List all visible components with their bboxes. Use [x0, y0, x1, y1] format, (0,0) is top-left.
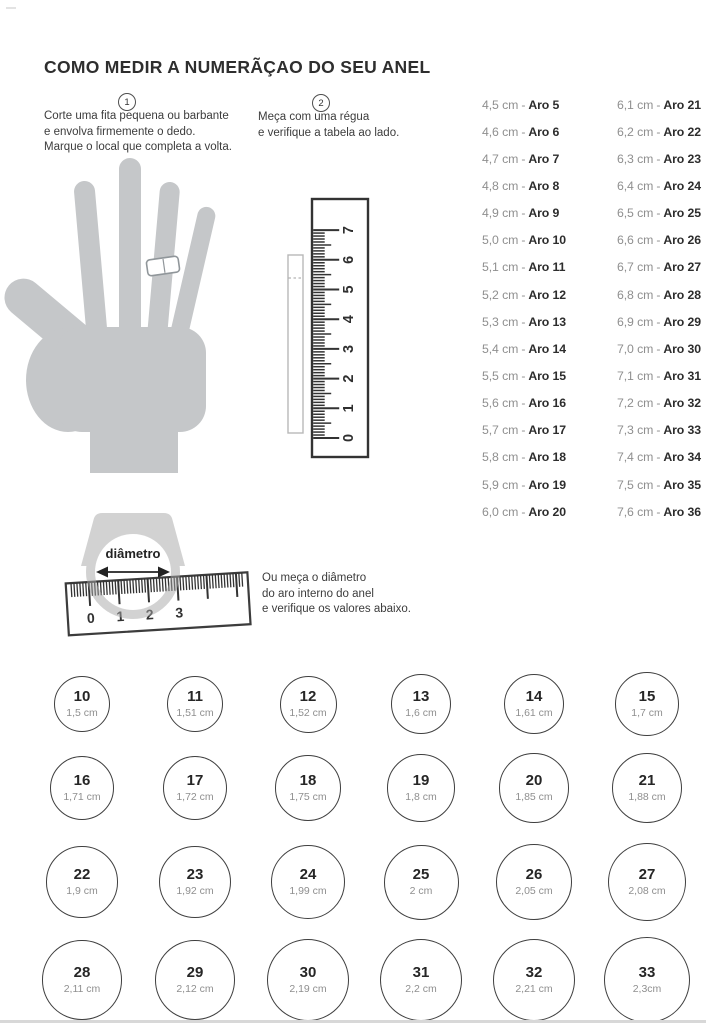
size-cm-value: 4,6 cm	[482, 124, 519, 139]
aro-size-value: Aro 20	[528, 504, 566, 519]
ring-size-number: 23	[186, 866, 204, 883]
aro-size-value: Aro 9	[528, 206, 560, 221]
size-cm-value: 5,7 cm	[482, 423, 519, 438]
ring-diameter-label: 1,7 cm	[631, 707, 663, 719]
size-table-right-column	[617, 91, 701, 525]
aro-size-value: Aro 23	[663, 151, 701, 166]
size-table-row	[482, 417, 566, 444]
size-cm-value: 4,7 cm	[482, 151, 519, 166]
aro-size-value: Aro 19	[528, 477, 566, 492]
aro-size-value: Aro 16	[528, 396, 566, 411]
aro-size-value: Aro 10	[528, 233, 566, 248]
svg-text:3: 3	[341, 344, 357, 353]
ring-size-circle	[155, 940, 235, 1020]
hand-illustration	[0, 155, 220, 473]
aro-size-value: Aro 34	[663, 450, 701, 465]
separator: -	[521, 260, 526, 275]
ring-size-number: 32	[525, 964, 543, 981]
size-cm-value: 6,0 cm	[482, 504, 519, 519]
aro-size-value: Aro 31	[663, 368, 701, 383]
separator: -	[656, 124, 661, 139]
separator: -	[656, 341, 661, 356]
size-cm-value: 6,4 cm	[617, 178, 654, 193]
aro-size-value: Aro 17	[528, 423, 566, 438]
text-line: e verifique a tabela ao lado.	[258, 126, 400, 139]
size-cm-value: 7,6 cm	[617, 504, 654, 519]
aro-size-value: Aro 21	[663, 97, 701, 112]
aro-size-value: Aro 26	[663, 233, 701, 248]
size-cm-value: 6,6 cm	[617, 233, 654, 248]
separator: -	[521, 97, 526, 112]
ring-diameter-label: 1,85 cm	[515, 791, 553, 803]
ring-size-circle	[267, 939, 349, 1021]
ring-size-number: 21	[638, 772, 656, 789]
ring-size-number: 14	[525, 688, 543, 705]
ring-size-circle	[159, 846, 231, 918]
step-1-instructions	[44, 109, 232, 156]
size-table-row	[617, 227, 701, 254]
ring-diameter-label: 1,6 cm	[405, 707, 437, 719]
separator: -	[521, 477, 526, 492]
ring-size-circle	[608, 843, 686, 921]
aro-size-value: Aro 33	[663, 423, 701, 438]
separator: -	[656, 396, 661, 411]
size-cm-value: 6,9 cm	[617, 314, 654, 329]
ring-size-number: 18	[299, 772, 317, 789]
ring-diameter-label: 1,52 cm	[289, 707, 327, 719]
ring-size-number: 17	[186, 772, 204, 789]
size-cm-value: 6,7 cm	[617, 260, 654, 275]
text-line: do aro interno do anel	[262, 587, 374, 600]
ring-size-circle	[46, 846, 117, 917]
size-cm-value: 6,8 cm	[617, 287, 654, 302]
ring-size-number: 13	[412, 688, 430, 705]
size-cm-value: 5,2 cm	[482, 287, 519, 302]
separator: -	[656, 233, 661, 248]
aro-size-value: Aro 6	[528, 124, 560, 139]
size-table-row	[482, 145, 566, 172]
ring-diameter-label: 1,9 cm	[66, 885, 98, 897]
separator: -	[521, 314, 526, 329]
text-line: e verifique os valores abaixo.	[262, 603, 411, 615]
aro-size-value: Aro 18	[528, 450, 566, 465]
ring-diameter-label: 2,08 cm	[628, 885, 666, 897]
ring-diameter-label: 2 cm	[409, 885, 433, 897]
ring-diameter-label: 1,99 cm	[289, 885, 327, 897]
separator: -	[656, 423, 661, 438]
size-table-row	[617, 390, 701, 417]
ring-diameter-label: 1,5 cm	[66, 707, 98, 719]
hand-silhouette	[0, 158, 217, 473]
vertical-ruler-illustration	[280, 192, 395, 464]
ring-size-number: 33	[638, 964, 656, 981]
size-table-row	[482, 91, 566, 118]
ring-size-number: 27	[638, 866, 656, 883]
size-cm-value: 7,1 cm	[617, 368, 654, 383]
size-cm-value: 5,1 cm	[482, 260, 519, 275]
aro-size-value: Aro 30	[663, 341, 701, 356]
separator: -	[656, 151, 661, 166]
separator: -	[656, 206, 661, 221]
size-table-row	[482, 281, 566, 308]
aro-size-value: Aro 24	[663, 178, 701, 193]
size-cm-value: 6,5 cm	[617, 206, 654, 221]
separator: -	[656, 178, 661, 193]
size-cm-value: 7,4 cm	[617, 450, 654, 465]
ring-size-circle	[615, 672, 679, 736]
svg-text:4: 4	[341, 315, 357, 324]
ring-size-circle	[384, 845, 459, 920]
text-line: Corte uma fita pequena ou barbante	[44, 110, 229, 122]
size-cm-value: 4,8 cm	[482, 178, 519, 193]
separator: -	[656, 477, 661, 492]
separator: -	[656, 450, 661, 465]
ring-size-circle	[604, 937, 690, 1023]
separator: -	[521, 423, 526, 438]
size-cm-value: 4,9 cm	[482, 206, 519, 221]
ring-diameter-label: 1,71 cm	[63, 791, 101, 803]
ring-size-circle	[499, 753, 568, 822]
ring-diameter-label: 2,2 cm	[405, 983, 437, 995]
ring-diameter-label: 1,75 cm	[289, 791, 327, 803]
corner-dash-mark	[6, 7, 16, 9]
size-cm-value: 7,5 cm	[617, 477, 654, 492]
diameter-note	[262, 571, 411, 618]
ring-size-circle	[275, 755, 341, 821]
size-cm-value: 5,0 cm	[482, 233, 519, 248]
size-table-row	[482, 254, 566, 281]
size-cm-value: 6,1 cm	[617, 97, 654, 112]
size-table-row	[482, 172, 566, 199]
ring-size-circle	[42, 940, 121, 1019]
separator: -	[521, 396, 526, 411]
ring-size-number: 30	[299, 964, 317, 981]
size-cm-value: 5,3 cm	[482, 314, 519, 329]
separator: -	[521, 341, 526, 356]
size-table-row	[617, 281, 701, 308]
size-table-row	[617, 308, 701, 335]
size-cm-value: 4,5 cm	[482, 97, 519, 112]
bottom-divider	[0, 1020, 706, 1023]
separator: -	[656, 504, 661, 519]
size-cm-value: 5,6 cm	[482, 396, 519, 411]
aro-size-value: Aro 15	[528, 368, 566, 383]
aro-size-value: Aro 8	[528, 178, 560, 193]
size-cm-value: 6,2 cm	[617, 124, 654, 139]
ring-size-circle	[280, 676, 337, 733]
ring-size-circle	[612, 753, 683, 824]
ring-diameter-label: 2,3cm	[632, 983, 662, 995]
size-table-left-column	[482, 91, 566, 525]
separator: -	[521, 178, 526, 193]
ring-size-number: 31	[412, 964, 430, 981]
svg-text:0: 0	[86, 609, 96, 627]
aro-size-value: Aro 27	[663, 260, 701, 275]
ring-size-number: 12	[299, 688, 317, 705]
svg-text:7: 7	[341, 226, 357, 235]
ring-diameter-label: 2,21 cm	[515, 983, 553, 995]
aro-size-value: Aro 32	[663, 396, 701, 411]
size-table-row	[482, 227, 566, 254]
size-table-row	[617, 145, 701, 172]
size-table-row	[617, 362, 701, 389]
size-cm-value: 5,9 cm	[482, 477, 519, 492]
size-table-row	[617, 471, 701, 498]
ring-size-number: 15	[638, 688, 656, 705]
ring-size-number: 19	[412, 772, 430, 789]
separator: -	[521, 233, 526, 248]
svg-text:1: 1	[341, 404, 357, 413]
svg-text:5: 5	[341, 285, 357, 294]
aro-size-value: Aro 35	[663, 477, 701, 492]
ring-size-circle	[496, 844, 573, 921]
size-cm-value: 7,2 cm	[617, 396, 654, 411]
size-table-row	[617, 172, 701, 199]
size-table-row	[482, 335, 566, 362]
size-cm-value: 7,0 cm	[617, 341, 654, 356]
ring-size-circle	[493, 939, 576, 1022]
step-2-badge: 2	[312, 94, 330, 112]
separator: -	[521, 151, 526, 166]
separator: -	[656, 260, 661, 275]
ring-diameter-label: 1,88 cm	[628, 791, 666, 803]
ring-size-number: 25	[412, 866, 430, 883]
step-1-badge: 1	[118, 93, 136, 111]
ring-size-circle	[50, 756, 114, 820]
ring-size-number: 22	[73, 866, 91, 883]
separator: -	[521, 368, 526, 383]
size-table-row	[482, 444, 566, 471]
ring-size-circle	[54, 676, 110, 732]
aro-size-value: Aro 22	[663, 124, 701, 139]
size-table-row	[482, 498, 566, 525]
text-line: e envolva firmemente o dedo.	[44, 125, 196, 138]
separator: -	[521, 504, 526, 519]
size-table-row	[617, 118, 701, 145]
aro-size-value: Aro 12	[528, 287, 566, 302]
svg-text:2: 2	[341, 374, 357, 383]
diameter-label: diâmetro	[105, 546, 161, 561]
text-line: Meça com uma régua	[258, 111, 370, 123]
step-2-instructions	[258, 110, 399, 141]
size-cm-value: 7,3 cm	[617, 423, 654, 438]
ring-diameter-label: 2,19 cm	[289, 983, 327, 995]
size-table-row	[617, 444, 701, 471]
ring-size-number: 28	[73, 964, 91, 981]
size-table-row	[482, 200, 566, 227]
separator: -	[656, 97, 661, 112]
ring-size-number: 24	[299, 866, 317, 883]
size-table-row	[617, 335, 701, 362]
svg-text:6: 6	[341, 255, 357, 264]
size-table-row	[482, 308, 566, 335]
ring-diameter-label: 1,61 cm	[515, 707, 553, 719]
size-table-row	[617, 417, 701, 444]
size-table-row	[617, 200, 701, 227]
diameter-illustration	[45, 492, 265, 652]
ring-size-number: 16	[73, 772, 91, 789]
ring-size-circle	[167, 676, 224, 733]
size-table-row	[482, 471, 566, 498]
text-line: Marque o local que completa a volta.	[44, 141, 232, 153]
size-table-row	[482, 362, 566, 389]
aro-size-value: Aro 25	[663, 206, 701, 221]
separator: -	[521, 124, 526, 139]
aro-size-value: Aro 29	[663, 314, 701, 329]
size-cm-value: 5,5 cm	[482, 368, 519, 383]
aro-size-value: Aro 36	[663, 504, 701, 519]
svg-text:3: 3	[174, 604, 184, 621]
svg-text:0: 0	[341, 433, 357, 443]
text-line: Ou meça o diâmetro	[262, 572, 367, 584]
size-cm-value: 6,3 cm	[617, 151, 654, 166]
size-table-row	[482, 118, 566, 145]
ring-size-circle	[271, 845, 346, 920]
ring-size-number: 11	[187, 688, 203, 705]
ring-diameter-label: 2,11 cm	[63, 983, 101, 995]
aro-size-value: Aro 7	[528, 151, 560, 166]
ring-size-circle	[380, 939, 463, 1022]
separator: -	[656, 287, 661, 302]
ring-diameter-label: 2,05 cm	[515, 885, 553, 897]
ring-diameter-label: 1,72 cm	[176, 791, 214, 803]
size-cm-value: 5,4 cm	[482, 341, 519, 356]
aro-size-value: Aro 11	[528, 260, 566, 275]
ring-size-circle	[391, 674, 451, 734]
size-table-row	[617, 498, 701, 525]
separator: -	[521, 206, 526, 221]
ring-size-number: 26	[525, 866, 543, 883]
separator: -	[656, 368, 661, 383]
size-cm-value: 5,8 cm	[482, 450, 519, 465]
ring-size-number: 20	[525, 772, 543, 789]
aro-size-value: Aro 14	[528, 341, 566, 356]
separator: -	[521, 287, 526, 302]
ring-size-circle	[504, 674, 564, 734]
measuring-tape-strip	[288, 255, 303, 433]
ring-diameter-label: 1,8 cm	[405, 791, 437, 803]
ring-size-number: 10	[73, 688, 91, 705]
separator: -	[521, 450, 526, 465]
size-table-row	[617, 254, 701, 281]
ring-diameter-label: 2,12 cm	[176, 983, 214, 995]
ring-diameter-label: 1,92 cm	[176, 885, 214, 897]
ring-size-circle	[163, 756, 228, 821]
ring-size-circle	[387, 754, 455, 822]
ring-size-number: 29	[186, 964, 204, 981]
ring-diameter-label: 1,51 cm	[176, 707, 214, 719]
aro-size-value: Aro 28	[663, 287, 701, 302]
page-title: COMO MEDIR A NUMERÃÇAO DO SEU ANEL	[44, 57, 431, 77]
size-table-row	[482, 390, 566, 417]
separator: -	[656, 314, 661, 329]
aro-size-value: Aro 5	[528, 97, 560, 112]
aro-size-value: Aro 13	[528, 314, 566, 329]
size-table-row	[617, 91, 701, 118]
ring-on-finger-icon	[146, 256, 180, 276]
